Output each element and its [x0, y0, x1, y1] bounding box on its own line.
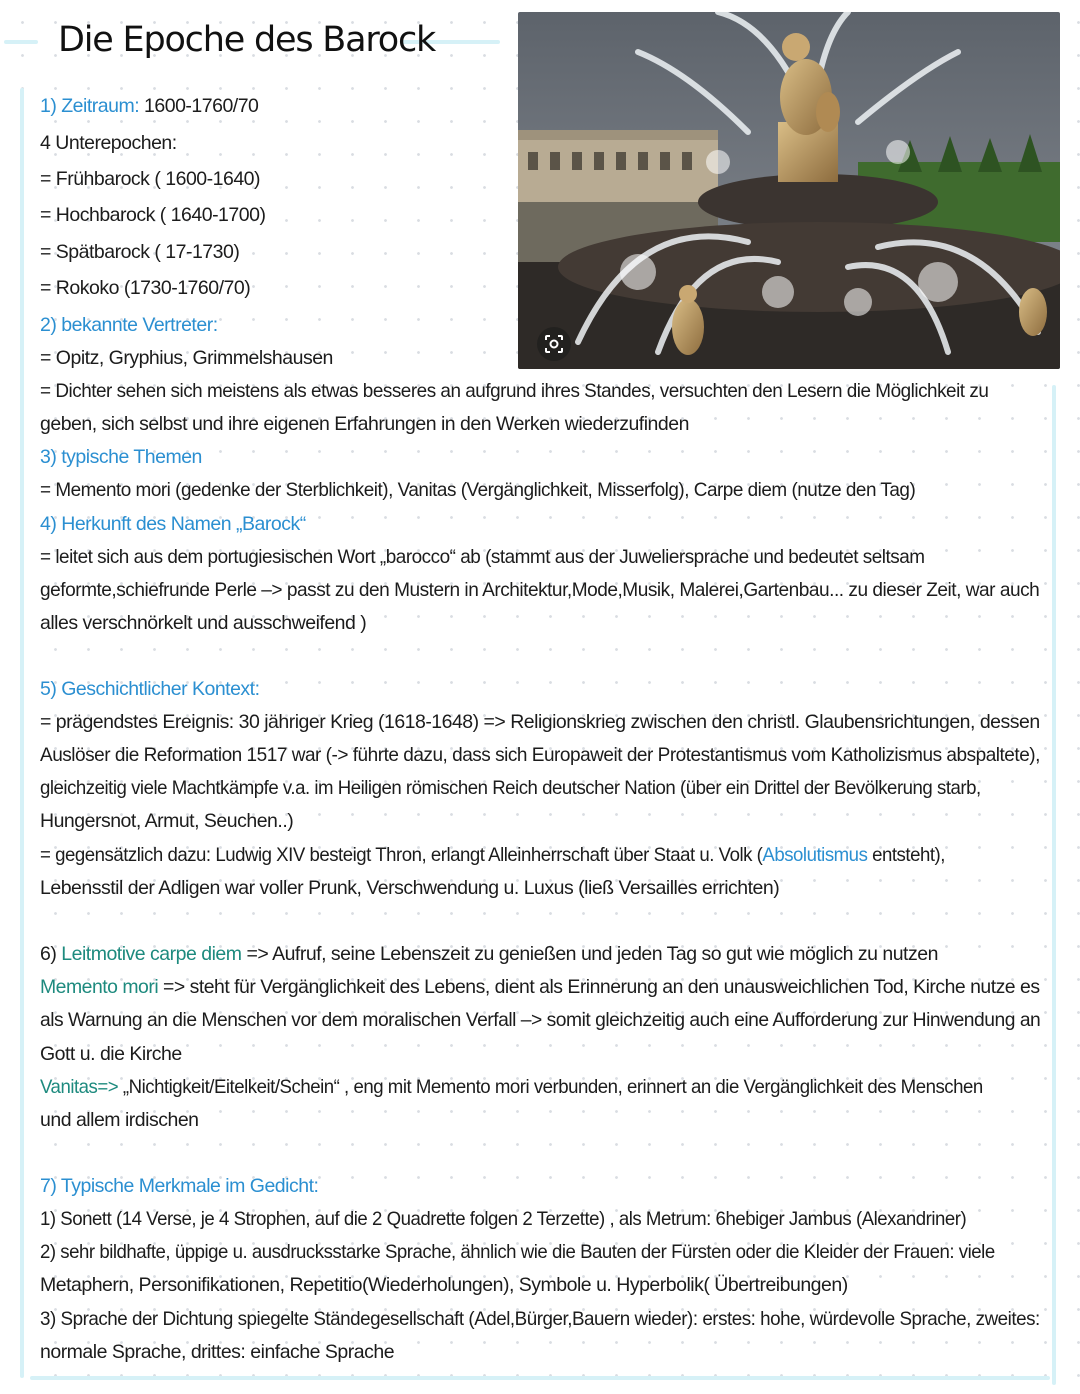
vertreter-heading: 2) bekannte Vertreter:: [40, 314, 218, 336]
zeitraum-line: [40, 90, 258, 123]
zeitraum-heading: 1) Zeitraum:: [40, 95, 140, 117]
epoch-item: = Spätbarock ( 17-1730): [40, 241, 240, 263]
vanitas-label: Vanitas=>: [40, 1076, 119, 1098]
right-margin-rule: [1052, 385, 1056, 1385]
vanitas-line: [40, 1071, 983, 1104]
carpe-diem-label: Leitmotive carpe diem: [61, 943, 242, 965]
merkmale-line: 1) Sonett (14 Verse, je 4 Strophen, auf die 2 Quadrette folgen 2 Terzette) , als Metrum: 6hebiger Jambus (Alexandriner): [40, 1208, 967, 1230]
absolutismus-term: Absolutismus: [762, 844, 868, 866]
vertreter-line: geben, sich selbst und ihre eigenen Erfahrungen in den Werken wiederzufinden: [40, 413, 689, 435]
kontext-line: = prägendstes Ereignis: 30 jähriger Krieg (1618-1648) => Religionskrieg zwischen den christl. Glaubensrichtungen, dessen: [40, 711, 1040, 733]
memento-mori-cont: als Warnung an die Menschen vor dem moralischen Verfall –> somit gleichzeitig auch eine Aufforderung zur Hinwendung an: [40, 1009, 1041, 1031]
absolutismus-post: entsteht),: [867, 844, 945, 866]
title-underline-left: [4, 40, 38, 44]
zeitraum-value: 1600-1760/70: [144, 95, 259, 117]
epoch-item: = Rokoko (1730-1760/70): [40, 277, 251, 299]
themen-heading: 3) typische Themen: [40, 446, 202, 468]
kontext-heading: 5) Geschichtlicher Kontext:: [40, 678, 260, 700]
fountain-photo: [518, 12, 1060, 369]
left-margin-rule: [20, 88, 24, 1378]
kontext-line: gleichzeitig viele Machtkämpfe v.a. im Heiligen römischen Reich deutscher Nation (über ein Drittel der Bevölkerung starb,: [40, 777, 981, 799]
merkmale-line: 3) Sprache der Dichtung spiegelte Ständegesellschaft (Adel,Bürger,Bauern wieder): erstes: hohe, würdevolle Sprache, zweites:: [40, 1308, 1040, 1330]
herkunft-line: geformte,schiefrunde Perle –> passt zu den Mustern in Architektur,Mode,Musik, Malerei,Gartenbau... zu dieser Zeit, war auch: [40, 579, 1040, 601]
merkmale-line: normale Sprache, drittes: einfache Sprache: [40, 1341, 395, 1363]
absolutismus-line: [40, 839, 945, 872]
merkmale-line: Metaphern, Personifikationen, Repetitio(Wiederholungen), Symbole u. Hyperbolik( Übertreibungen): [40, 1274, 848, 1296]
epoch-item: = Hochbarock ( 1640-1700): [40, 204, 266, 226]
vertreter-line: = Opitz, Gryphius, Grimmelshausen: [40, 347, 333, 369]
herkunft-line: alles verschnörkelt und ausschweifend ): [40, 612, 367, 634]
lens-icon-glyph: [544, 334, 564, 354]
fountain-illustration: [518, 12, 1060, 369]
absolutismus-pre: = gegensätzlich dazu: Ludwig XIV besteigt Thron, erlangt Alleinherrschaft über Staat u. Volk (: [40, 844, 763, 866]
lens-icon[interactable]: [537, 327, 571, 361]
page-title: Die Epoche des Barock: [58, 20, 436, 60]
memento-mori-cont: Gott u. die Kirche: [40, 1043, 182, 1065]
epoch-item: = Frühbarock ( 1600-1640): [40, 168, 261, 190]
herkunft-heading: 4) Herkunft des Namen „Barock“: [40, 513, 306, 535]
memento-mori-line: [40, 971, 1040, 1004]
bottom-rule: [30, 1376, 1050, 1380]
vanitas-text: „Nichtigkeit/Eitelkeit/Schein“ , eng mit Memento mori verbunden, erinnert an die Vergänglichkeit des Menschen: [118, 1076, 983, 1098]
themen-line: = Memento mori (gedenke der Sterblichkeit), Vanitas (Vergänglichkeit, Misserfolg), Carpe diem (nutze den Tag): [40, 479, 916, 501]
kontext-line: Hungersnot, Armut, Seuchen..): [40, 810, 294, 832]
vanitas-last-line: und allem irdischen: [40, 1109, 199, 1131]
kontext-last-line: Lebensstil der Adligen war voller Prunk, Verschwendung u. Luxus (ließ Versailles errichten): [40, 877, 780, 899]
carpe-diem-line: [40, 938, 938, 971]
merkmale-heading: 7) Typische Merkmale im Gedicht:: [40, 1175, 319, 1197]
vertreter-line: = Dichter sehen sich meistens als etwas besseres an aufgrund ihres Standes, versuchten den Lesern die Möglichkeit zu: [40, 380, 989, 402]
herkunft-line: = leitet sich aus dem portugiesischen Wort „barocco“ ab (stammt aus der Juweliersprache und bedeutet seltsam: [40, 546, 925, 568]
unterepochen-label: 4 Unterepochen:: [40, 132, 177, 154]
merkmale-line: 2) sehr bildhafte, üppige u. ausdrucksstarke Sprache, ähnlich wie die Bauten der Fürsten oder die Kleider der Frauen: viele: [40, 1241, 995, 1263]
memento-mori-text: => steht für Vergänglichkeit des Lebens, dient als Erinnerung an den unausweichlichen Tod, Kirche nutze es: [158, 976, 1040, 998]
memento-mori-label: Memento mori: [40, 976, 159, 998]
carpe-diem-text: => Aufruf, seine Lebenszeit zu genießen und jeden Tag so gut wie möglich zu nutzen: [241, 943, 938, 965]
kontext-line: Auslöser die Reformation 1517 war (-> führte dazu, dass sich Europaweit der Protestantismus vom Katholizismus abspaltete),: [40, 744, 1040, 766]
leitmotive-number: 6): [40, 943, 62, 965]
